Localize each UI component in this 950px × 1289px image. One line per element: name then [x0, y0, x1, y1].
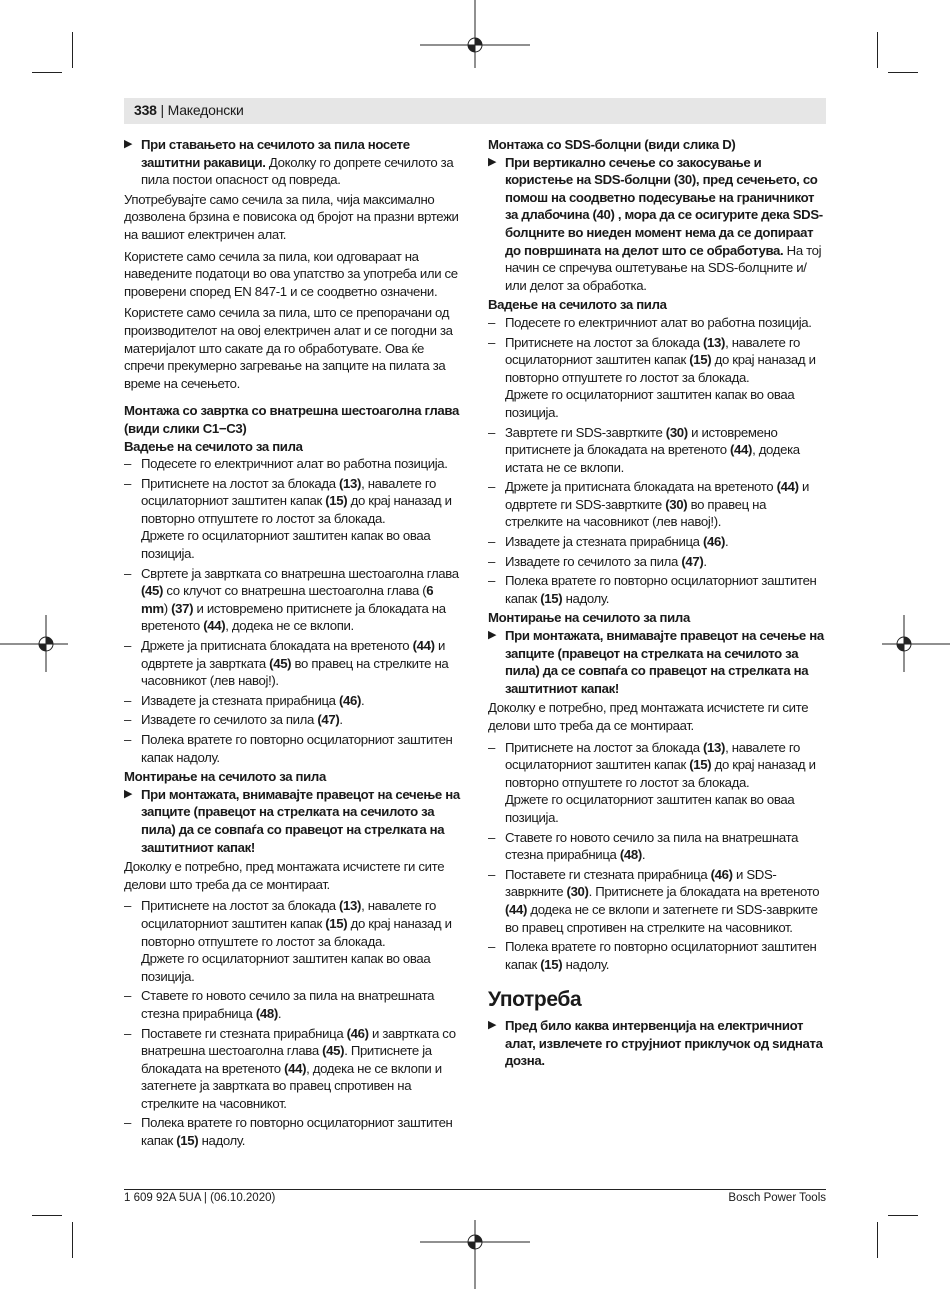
- warning-triangle-icon: ▶: [488, 1018, 497, 1031]
- paragraph: Доколку е потребно, пред монтажата исчистете ги сите делови што треба да се монтираат.: [124, 859, 445, 892]
- list-item: – Притиснете на лостот за блокада (13), навалете го осцилаторниот заштитен капак (15) до крај наназад и повторно отпуштете го лостот за блокада. Држете го осцилаторниот заштитен капак во оваа позиција.: [124, 475, 462, 563]
- list-item: – Ставете го новото сечило за пила на внатрешната стезна прирабница (48).: [488, 829, 826, 864]
- warning-bold-text: При монтажата, внимавајте правецот на сечење на запците (правецот на стрелката на сечилото за пила) да се совпаѓа со правецот на стрелката на заштитниот капак!: [505, 628, 824, 696]
- step-list: [488, 314, 826, 608]
- paragraph: Користете само сечила за пила, што се препорачани од производителот на овој електричен алат и се погодни за материјалот што сакате да го обработувате. Ова ќе спречи прекумерно загревање на запците на пилата за време на сечењето.: [124, 305, 453, 391]
- list-item: – Подесете го електричниот алат во работна позиција.: [488, 314, 826, 332]
- header-text: 338 | Македонски: [134, 102, 244, 118]
- list-item: – Држете ја притисната блокадата на вретеното (44) и одвртете ги SDS-завртките (30) во правец на стрелките на часовникот (лев навој!).: [488, 478, 826, 531]
- warning-bold-text: Пред било каква интервенција на електричниот алат, извлечете го струјниот приклучок од ѕидната дозна.: [505, 1017, 823, 1069]
- warning-triangle-icon: ▶: [488, 629, 497, 642]
- warning-bold-text: При вертикално сечење со закосување и користење на SDS-болцни (30), пред сечењето, со помош на соодветно подесување на граничникот за длабочина (40) , мора да се осигурите дека SDS-болцните во ниеден момент нема да се допираат до површината на делот што се обработува.: [505, 154, 823, 258]
- crop-mark: [877, 1222, 878, 1258]
- warning-triangle-icon: ▶: [124, 787, 133, 800]
- safety-warning: [488, 1017, 826, 1070]
- safety-warning: [124, 786, 462, 856]
- crop-mark: [72, 1222, 73, 1258]
- list-item: – Полека вратете го повторно осцилаторниот заштитен капак (15) надолу.: [124, 1114, 462, 1149]
- step-list: [124, 897, 462, 1149]
- page-number: 338: [134, 102, 157, 118]
- section-heading: Монтажа со завртка со внатрешна шестоаголна глава (види слики C1−C3): [124, 403, 459, 436]
- page-header: [124, 98, 826, 124]
- crop-mark: [32, 72, 62, 73]
- header-language: Македонски: [167, 102, 244, 118]
- list-item: – Поставете ги стезната прирабница (46) и завртката со внатрешна шестоаголна глава (45). Притиснете ја блокадата на вретеното (44), додека не се вклопи и затегнете ја завртката во правец спротивен на стрелките на часовникот.: [124, 1025, 462, 1113]
- warning-bold-text: При монтажата, внимавајте правецот на сечење на запците (правецот на стрелката на сечилото за пила) да се совпаѓа со правецот на стрелката на заштитниот капак!: [141, 786, 460, 855]
- list-item: – Свртете ја завртката со внатрешна шестоаголна глава (45) со клучот со внатрешна шестоаголна глава (6 mm) (37) и истовремено притиснете ја блокадата на вретеното (44), додека не се вклопи.: [124, 565, 462, 635]
- list-item: – Извадете го сечилото за пила (47).: [488, 553, 826, 571]
- footer-brand: Bosch Power Tools: [728, 1192, 826, 1204]
- list-item: – Полека вратете го повторно осцилаторниот заштитен капак (15) надолу.: [488, 938, 826, 973]
- step-list: [488, 739, 826, 974]
- section-heading: Монтажа со SDS-болцни (види слика D): [488, 137, 736, 152]
- footer-doc-id: 1 609 92A 5UA | (06.10.2020): [124, 1192, 276, 1204]
- safety-warning: [124, 136, 462, 189]
- list-item: – Притиснете на лостот за блокада (13), навалете го осцилаторниот заштитен капак (15) до крај наназад и повторно отпуштете го лостот за блокада. Држете го осцилаторниот заштитен капак во оваа позиција.: [488, 334, 826, 422]
- list-item: – Полека вратете го повторно осцилаторниот заштитен капак надолу.: [124, 731, 462, 766]
- section-heading: Монтирање на сечилото за пила: [124, 769, 326, 785]
- warning-triangle-icon: ▶: [488, 155, 497, 168]
- list-item: – Извадете ја стезната прирабница (46).: [488, 533, 826, 551]
- warning-text: На тој начин се спречува оштетување на SDS-болцните и/или делот за обработка.: [505, 242, 822, 293]
- list-item: – Држете ја притисната блокадата на вретеното (44) и одвртете ја завртката (45) во правец на стрелките на часовникот (лев навој!).: [124, 637, 462, 690]
- list-item: – Завртете ги SDS-завртките (30) и истовремено притиснете ја блокадата на вретеното (44), додека истата не се вклопи.: [488, 424, 826, 477]
- section-heading: Монтирање на сечилото за пила: [488, 610, 690, 626]
- right-column: [488, 136, 826, 1072]
- section-heading: Вадење на сечилото за пила: [488, 297, 667, 313]
- crop-mark: [32, 1215, 62, 1216]
- list-item: – Поставете ги стезната прирабница (46) и SDS-завркните (30). Притиснете ја блокадата на вретеното (44) додека не се вклопи и затегнете ги SDS-заврките во правец спротивен на стрелките на часовникот.: [488, 866, 826, 936]
- chapter-heading: Употреба: [488, 988, 582, 1012]
- list-item: – Притиснете на лостот за блокада (13), навалете го осцилаторниот заштитен капак (15) до крај наназад и повторно отпуштете го лостот за блокада. Држете го осцилаторниот заштитен капак во оваа позиција.: [488, 739, 826, 827]
- step-list: [124, 455, 462, 766]
- warning-text: Доколку го допрете сечилото за пила постои опасност од повреда.: [141, 154, 454, 188]
- paragraph: Доколку е потребно, пред монтажата исчистете ги сите делови што треба да се монтираат.: [488, 700, 809, 733]
- list-item: – Подесете го електричниот алат во работна позиција.: [124, 455, 462, 473]
- warning-bold-text: При ставањето на сечилото за пила носете заштитни ракавици.: [141, 137, 410, 170]
- footer-divider: [124, 1189, 826, 1190]
- safety-warning: [488, 154, 826, 295]
- safety-warning: [488, 627, 826, 697]
- crop-mark: [888, 72, 918, 73]
- warning-triangle-icon: ▶: [124, 138, 133, 150]
- list-item: – Полека вратете го повторно осцилаторниот заштитен капак (15) надолу.: [488, 572, 826, 607]
- crop-mark: [888, 1215, 918, 1216]
- list-item: – Извадете ја стезната прирабница (46).: [124, 692, 462, 710]
- list-item: – Извадете го сечилото за пила (47).: [124, 711, 462, 729]
- section-heading: Вадење на сечилото за пила: [124, 438, 303, 454]
- paragraph: Користете само сечила за пила, кои одговараат на наведените податоци во ова упатство за употреба или се проверени според EN 847-1 и се соодветно означени.: [124, 248, 458, 299]
- crop-mark: [877, 32, 878, 68]
- left-column: [124, 136, 462, 1152]
- list-item: – Ставете го новото сечило за пила на внатрешната стезна прирабница (48).: [124, 987, 462, 1022]
- list-item: – Притиснете на лостот за блокада (13), навалете го осцилаторниот заштитен капак (15) до крај наназад и повторно отпуштете го лостот за блокада. Држете го осцилаторниот заштитен капак во оваа позиција.: [124, 897, 462, 985]
- crop-mark: [72, 32, 73, 68]
- paragraph: Употребувајте само сечила за пила, чија максимално дозволена брзина е повисока од бројот на празни вртежи на вашиот електричен алат.: [124, 191, 459, 242]
